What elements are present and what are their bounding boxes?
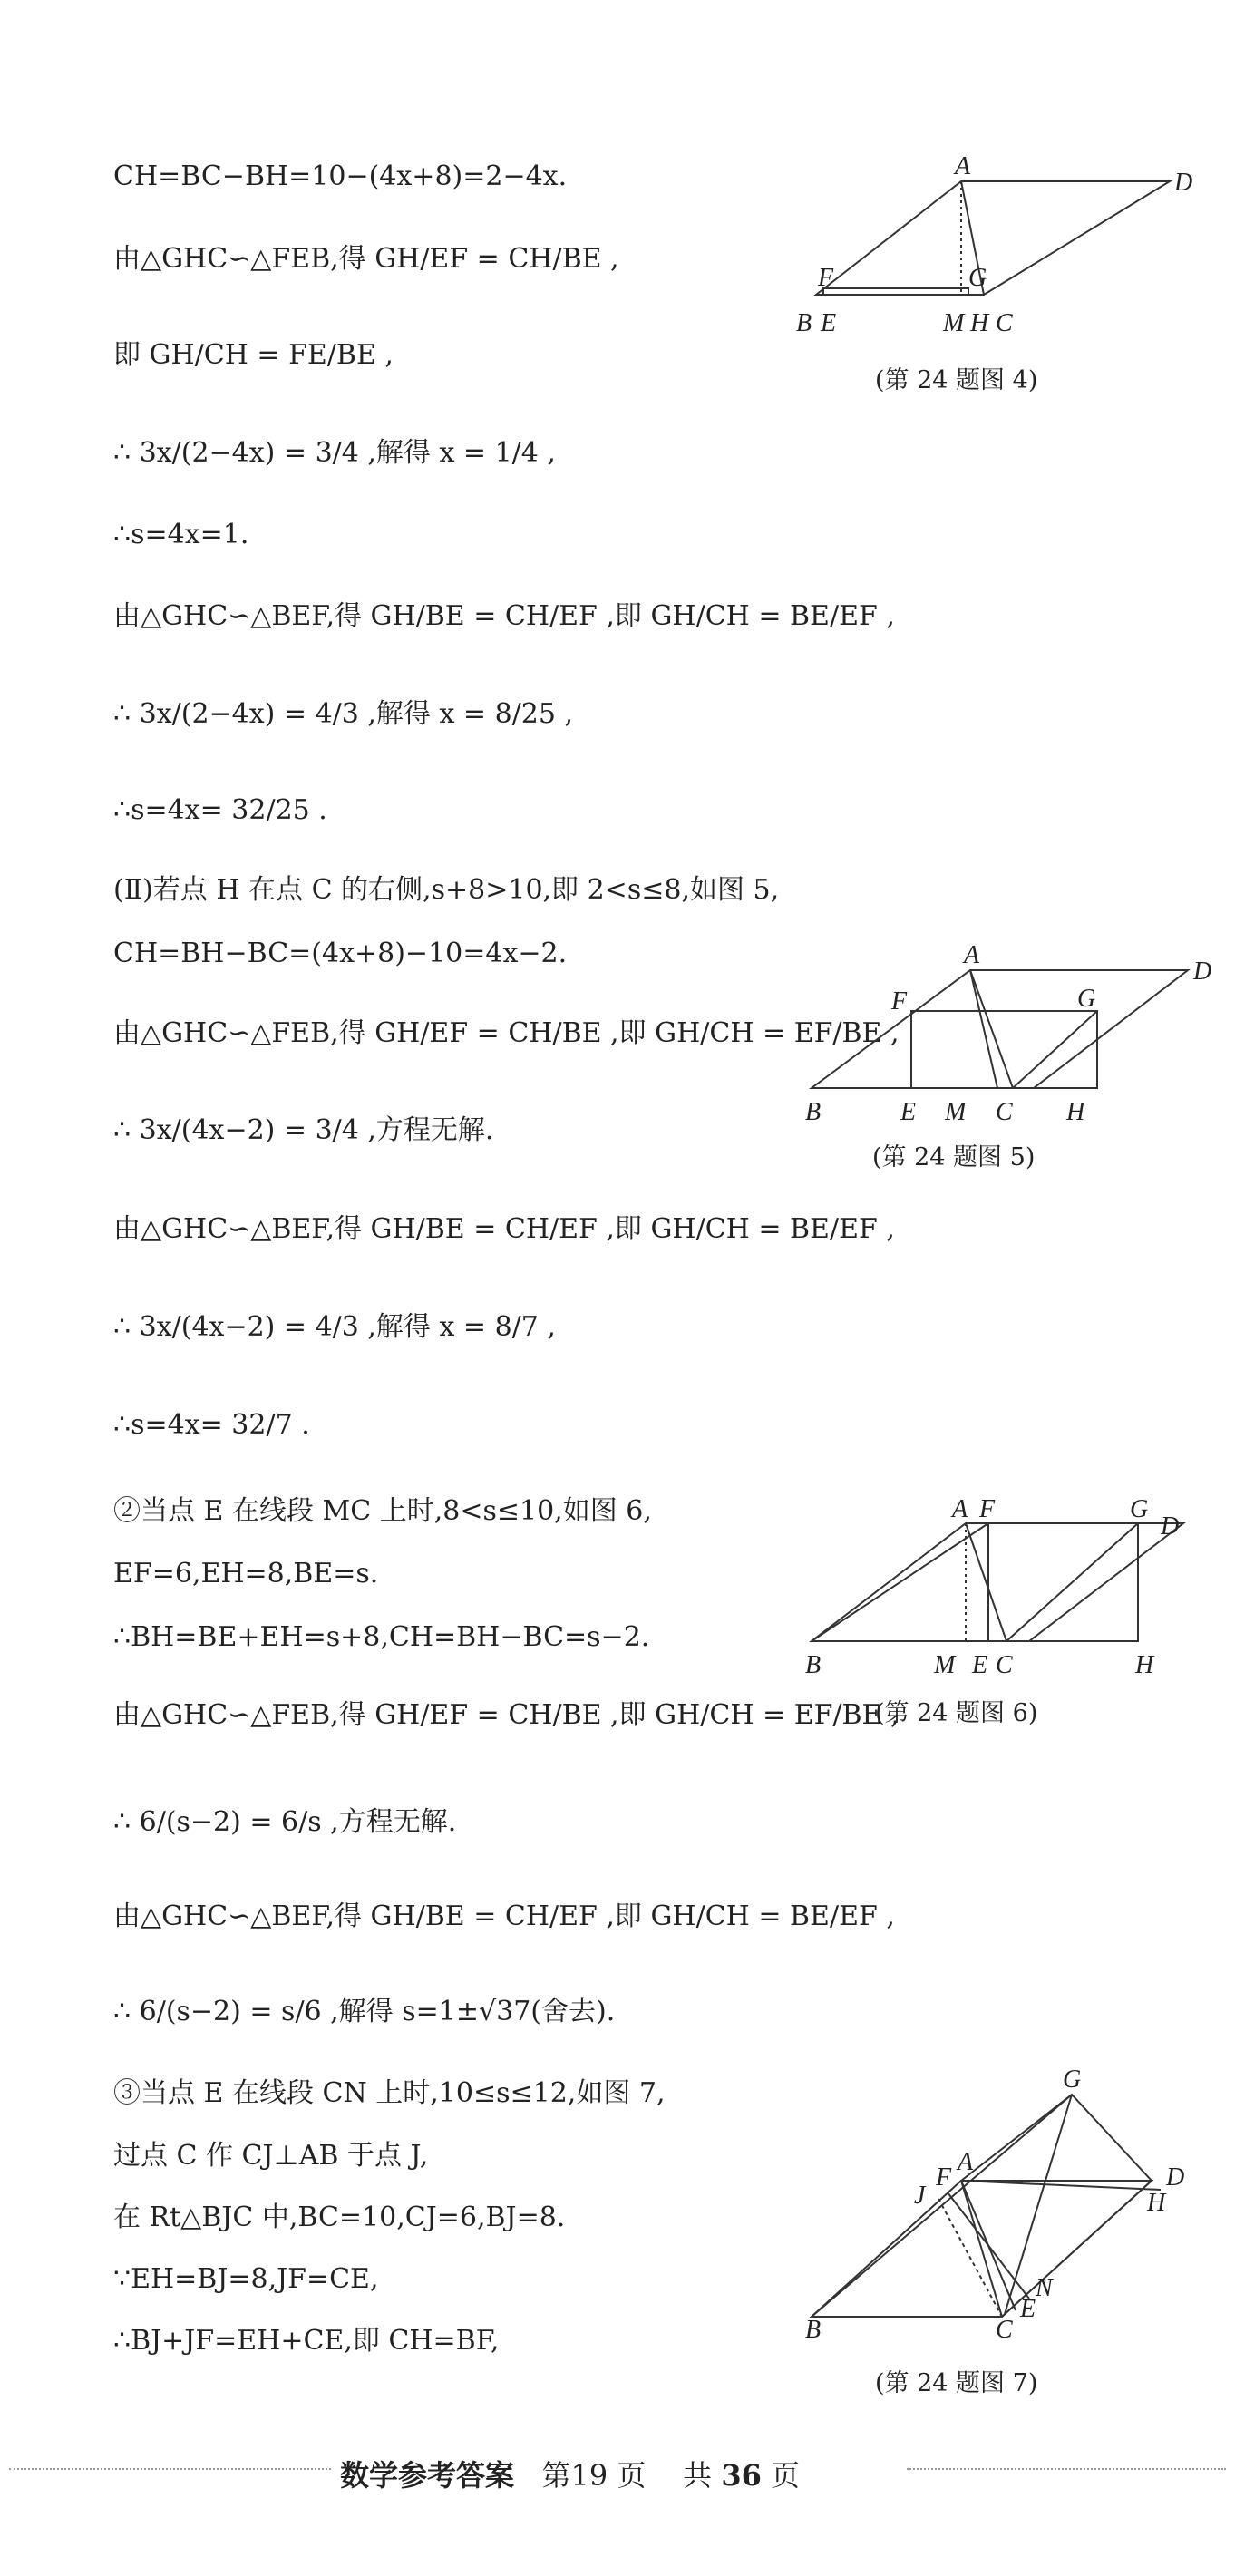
line-4: ∴ 3x/(2−4x) = 3/4 ,解得 x = 1/4 ,: [113, 437, 556, 469]
footer-page-prefix: 第: [541, 2458, 571, 2493]
fig5-rect: [911, 1011, 1097, 1088]
line-1: CH=BC−BH=10−(4x+8)=2−4x.: [113, 160, 568, 192]
caption-fig7: (第 24 题图 7): [875, 2369, 1038, 2397]
figure-6-diagram: [798, 1487, 1215, 1687]
fig4-label-c: C: [996, 309, 1013, 337]
fig6-label-g: G: [1130, 1495, 1149, 1523]
caption-fig6: (第 24 题图 6): [875, 1699, 1038, 1727]
fig4-label-m: M: [943, 309, 965, 337]
fig5-label-c: C: [996, 1098, 1013, 1126]
fig5-label-d: D: [1193, 957, 1212, 986]
figure-5-diagram: [798, 934, 1215, 1133]
line-20: ∴ 6/(s−2) = 6/s ,方程无解.: [113, 1806, 457, 1838]
fig6-label-e: E: [972, 1651, 988, 1679]
footer-total-prefix: 共: [683, 2458, 713, 2493]
fig5-label-m: M: [945, 1098, 967, 1126]
fig4-label-g: G: [968, 264, 987, 292]
figure-4-diagram: [780, 154, 1197, 345]
page-footer: [340, 2453, 800, 2494]
fig7-label-b: B: [805, 2316, 822, 2344]
fig5-label-h: H: [1066, 1098, 1085, 1126]
line-10: CH=BH−BC=(4x+8)−10=4x−2.: [113, 938, 568, 969]
fig7-label-j: J: [914, 2182, 926, 2210]
fig7-label-a: A: [958, 2148, 974, 2176]
caption-fig5: (第 24 题图 5): [872, 1143, 1036, 1171]
line-13: 由△GHC∽△BEF,得 GH/BE = CH/EF ,即 GH/CH = BE/EF ,: [113, 1213, 895, 1245]
line-14: ∴ 3x/(4x−2) = 4/3 ,解得 x = 8/7 ,: [113, 1311, 556, 1343]
footer-divider-left: [9, 2468, 331, 2470]
figure-7-diagram: [798, 2066, 1215, 2344]
fig6-label-b: B: [805, 1651, 822, 1679]
footer-total-number: 36: [721, 2458, 762, 2493]
line-27: ∴BJ+JF=EH+CE,即 CH=BF,: [113, 2325, 500, 2357]
line-5: ∴s=4x=1.: [113, 519, 249, 550]
fig6-line-bf: [812, 1523, 988, 1641]
line-18: ∴BH=BE+EH=s+8,CH=BH−BC=s−2.: [113, 1621, 650, 1653]
fig6-label-h: H: [1135, 1651, 1154, 1679]
fig6-rect: [988, 1523, 1138, 1641]
line-26: ∵EH=BJ=8,JF=CE,: [113, 2263, 379, 2295]
fig5-label-f: F: [891, 987, 908, 1016]
fig7-label-f: F: [936, 2163, 952, 2192]
fig4-label-b: B: [796, 309, 812, 337]
fig4-label-a: A: [955, 152, 971, 180]
fig7-label-g: G: [1063, 2066, 1082, 2094]
footer-total-unit: 页: [771, 2458, 801, 2493]
figure-7: [798, 2067, 1215, 2343]
fig7-label-e: E: [1020, 2295, 1036, 2323]
fig5-line-ac: [970, 970, 1013, 1088]
figure-6: [798, 1487, 1215, 1690]
fig6-line-cg: [1006, 1523, 1138, 1641]
line-15: ∴s=4x= 32/7 .: [113, 1409, 310, 1441]
fig6-parallelogram: [812, 1523, 1183, 1641]
line-25: 在 Rt△BJC 中,BC=10,CJ=6,BJ=8.: [113, 2202, 566, 2233]
line-9: (Ⅱ)若点 H 在点 C 的右侧,s+8>10,即 2<s≤8,如图 5,: [113, 874, 780, 906]
fig5-line-am: [970, 970, 997, 1088]
footer-page-number: 19: [570, 2458, 608, 2493]
line-8: ∴s=4x= 32/25 .: [113, 794, 327, 826]
line-3: 即 GH/CH = FE/BE ,: [113, 339, 394, 371]
fig4-parallelogram: [816, 181, 1170, 295]
fig4-label-e: E: [821, 309, 837, 337]
fig7-label-c: C: [996, 2316, 1013, 2344]
line-6: 由△GHC∽△BEF,得 GH/BE = CH/EF ,即 GH/CH = BE/EF ,: [113, 600, 895, 632]
fig6-label-f: F: [979, 1495, 996, 1523]
line-22: ∴ 6/(s−2) = s/6 ,解得 s=1±√37(舍去).: [113, 1996, 616, 2027]
line-11: 由△GHC∽△FEB,得 GH/EF = CH/BE ,即 GH/CH = EF/BE ,: [113, 1017, 900, 1049]
fig5-label-g: G: [1077, 985, 1096, 1013]
fig6-label-m: M: [934, 1651, 956, 1679]
fig4-label-h: H: [970, 309, 989, 337]
fig6-label-d: D: [1161, 1512, 1180, 1541]
fig7-quad-agdc: [961, 2095, 1152, 2317]
fig4-rect: [823, 288, 968, 295]
footer-page-unit: 页: [617, 2458, 647, 2493]
fig7-line-ah: [961, 2181, 1161, 2190]
line-19: 由△GHC∽△FEB,得 GH/EF = CH/BE ,即 GH/CH = EF/BE ,: [113, 1699, 900, 1731]
line-17: EF=6,EH=8,BE=s.: [113, 1558, 379, 1589]
caption-fig4: (第 24 题图 4): [875, 366, 1038, 394]
line-23: ③当点 E 在线段 CN 上时,10≤s≤12,如图 7,: [113, 2077, 666, 2109]
fig6-label-c: C: [996, 1651, 1013, 1679]
fig7-label-d: D: [1166, 2163, 1185, 2192]
figure-4: [780, 154, 1197, 348]
fig5-label-a: A: [964, 941, 980, 969]
fig6-line-ac: [966, 1523, 1006, 1641]
fig5-label-e: E: [900, 1098, 917, 1126]
fig4-label-f: F: [818, 264, 834, 292]
footer-divider-right: [907, 2468, 1226, 2470]
line-21: 由△GHC∽△BEF,得 GH/BE = CH/EF ,即 GH/CH = BE/EF ,: [113, 1900, 895, 1932]
line-24: 过点 C 作 CJ⊥AB 于点 J,: [113, 2140, 429, 2172]
fig7-label-n: N: [1036, 2274, 1053, 2302]
fig7-label-h: H: [1147, 2189, 1166, 2217]
line-12: ∴ 3x/(4x−2) = 3/4 ,方程无解.: [113, 1114, 494, 1146]
fig5-parallelogram: [812, 970, 1188, 1088]
fig4-label-d: D: [1174, 169, 1193, 197]
footer-title: 数学参考答案: [340, 2458, 515, 2493]
line-16: ②当点 E 在线段 MC 上时,8<s≤10,如图 6,: [113, 1495, 652, 1527]
fig5-label-b: B: [805, 1098, 822, 1126]
figure-5: [798, 934, 1215, 1137]
line-7: ∴ 3x/(2−4x) = 4/3 ,解得 x = 8/25 ,: [113, 698, 574, 730]
fig7-dashed-jc: [938, 2199, 1002, 2317]
fig6-label-a: A: [952, 1495, 968, 1523]
line-2: 由△GHC∽△FEB,得 GH/EF = CH/BE ,: [113, 243, 619, 275]
